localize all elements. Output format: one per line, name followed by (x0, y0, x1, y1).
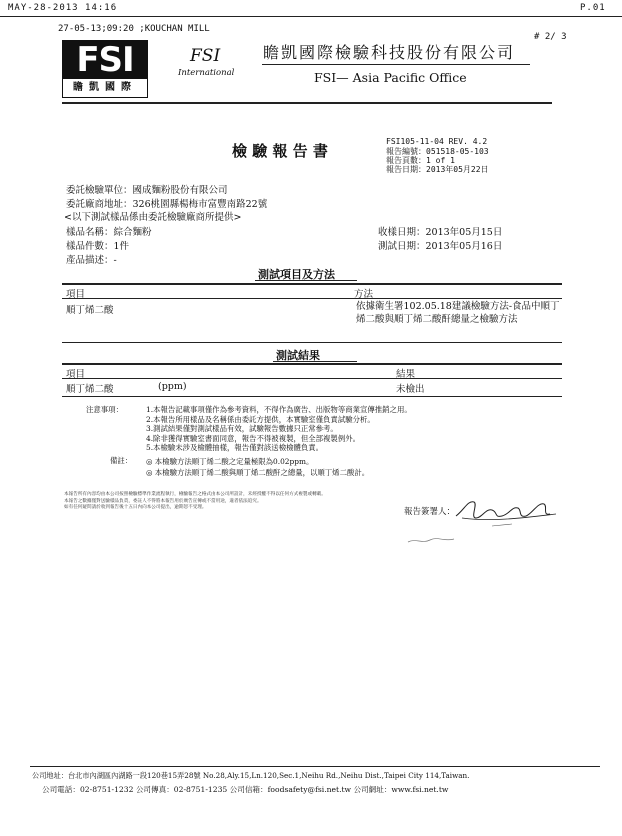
fax-header-left: MAY-28-2013 14:16 (8, 3, 118, 13)
brand-subtitle: International (178, 68, 235, 78)
fsi-logo (62, 40, 148, 98)
fsi-logo-text: FSI (63, 41, 147, 79)
test-date: 測試日期：2013年05月16日 (378, 241, 503, 252)
results-col-item: 項目 (66, 369, 86, 380)
results-table-top-rule (62, 363, 562, 365)
fsi-logo-chinese: 瞻凱國際 (73, 82, 137, 93)
company-title: 瞻凱國際檢驗科技股份有限公司 (263, 43, 516, 62)
method-description: 依據衛生署102.05.18建議檢驗方法-食品中順丁烯二酸與順丁烯二酸酐總量之檢驗方法 (356, 301, 560, 325)
footer-contacts: 公司電話：02-8751-1232 公司傳真：02-8751-1235 公司信箱：foodsafety@fsi.net.tw 公司網址：www.fsi.net.tw (42, 785, 449, 794)
fine-print (64, 492, 364, 512)
report-date: 報告日期：2013年05月22日 (386, 165, 489, 174)
remark-item: ◎ 本檢驗方法順丁烯二酸與順丁烯二酸酐之總量，以順丁烯二酸計。 (146, 468, 370, 477)
fine-print-line: 如有任何疑問請於收到報告後十五日內向本公司提出，逾期恕不受理。 (64, 505, 207, 510)
company-subtitle: FSI— Asia Pacific Office (314, 70, 467, 85)
sample-count: 樣品件數：1件 (66, 241, 130, 252)
fine-print-line: 本報告之數據僅對送驗樣品負責，委託人不得將本報告用於廣告宣傳或不當用途，違者依法追究。 (64, 498, 262, 504)
remarks-list (146, 456, 556, 478)
brand-name: FSI (190, 46, 221, 66)
sample-description: 產品描述：- (66, 255, 117, 266)
method-table-bottom-rule (62, 342, 562, 343)
notes-list (146, 405, 556, 453)
sample-name: 樣品名稱：綜合麵粉 (66, 227, 152, 238)
method-item: 順丁烯二酸 (66, 305, 114, 316)
note-item: 4.除非獲得實驗室書面同意，報告不得被複製，但全部複製例外。 (146, 433, 360, 443)
company-title-rule (262, 64, 530, 65)
results-title-underline (273, 361, 357, 362)
header-rule (62, 102, 552, 104)
result-value: 未檢出 (396, 384, 425, 395)
result-item: 順丁烯二酸 (66, 384, 114, 395)
notes-label: 注意事項： (86, 405, 123, 414)
footer-address: 公司地址：台北市內湖區內湖路一段120巷15弄28號 No.28,Aly.15,Ln.120,Sec.1,Neihu Rd.,Neihu Dist.,Taipei City 114,Taiwan. (32, 771, 470, 780)
form-number: FSI105-11-04 REV. 4.2 (386, 137, 488, 146)
method-section-title: 測試項目及方法 (258, 268, 335, 281)
footer-rule (30, 766, 600, 767)
received-date: 收樣日期：2013年05月15日 (378, 227, 503, 238)
result-unit: (ppm) (158, 381, 187, 392)
remarks-label: 備註： (110, 456, 133, 465)
remark-item: ◎ 本檢驗方法順丁烯二酸之定量極限為0.02ppm。 (146, 457, 314, 466)
note-item: 1.本報告記載事項僅作為參考資料，不得作為廣告、出版物等商業宣傳推銷之用。 (146, 405, 412, 414)
note-item: 5.本檢驗未涉及檢體抽樣，報告僅對該送檢檢體負責。 (146, 443, 324, 452)
report-pages: 報告頁數：1 of 1 (386, 156, 455, 165)
results-header-rule (62, 378, 562, 379)
method-title-underline (255, 280, 357, 281)
method-table-top-rule (62, 283, 562, 285)
method-col-item: 項目 (66, 289, 86, 300)
client-address: 委託廠商地址：326桃園縣楊梅市富豐南路22號 (66, 199, 268, 210)
signature-squiggle (404, 530, 474, 550)
client-note: <以下測試樣品係由委託檢驗廠商所提供> (64, 212, 242, 223)
report-number: 報告編號：051518-05-103 (386, 147, 489, 156)
report-title: 檢 驗 報 告 書 (232, 142, 328, 160)
fax-header-right: P.01 (580, 3, 606, 13)
fax-header-rule (0, 16, 622, 17)
fax-subheader-left: 27-05-13;09:20 ;KOUCHAN MILL (58, 24, 210, 34)
results-col-result: 結果 (396, 369, 416, 380)
fax-subheader-right: # 2/ 3 (534, 32, 567, 42)
results-section-title: 測試結果 (276, 349, 320, 362)
signature-label: 報告簽署人： (404, 507, 456, 517)
note-item: 2.本報告所用樣品及名稱係由委託方提供，本實驗室僅負責試驗分析。 (146, 414, 375, 424)
method-col-method: 方法 (354, 289, 374, 300)
note-item: 3.測試結果僅對測試樣品有效，試驗報告數據只正常參考。 (146, 424, 338, 433)
results-table-bottom-rule (62, 396, 562, 397)
method-header-rule (62, 298, 562, 299)
fine-print-line: 本報告所有內容均由本公司按照檢驗標準作業流程執行，檢驗報告之格式由本公司所設計，未經授權不得以任何方式複製或轉載。 (64, 492, 326, 497)
client-company: 委託檢驗單位：國成麵粉股份有限公司 (66, 185, 228, 196)
